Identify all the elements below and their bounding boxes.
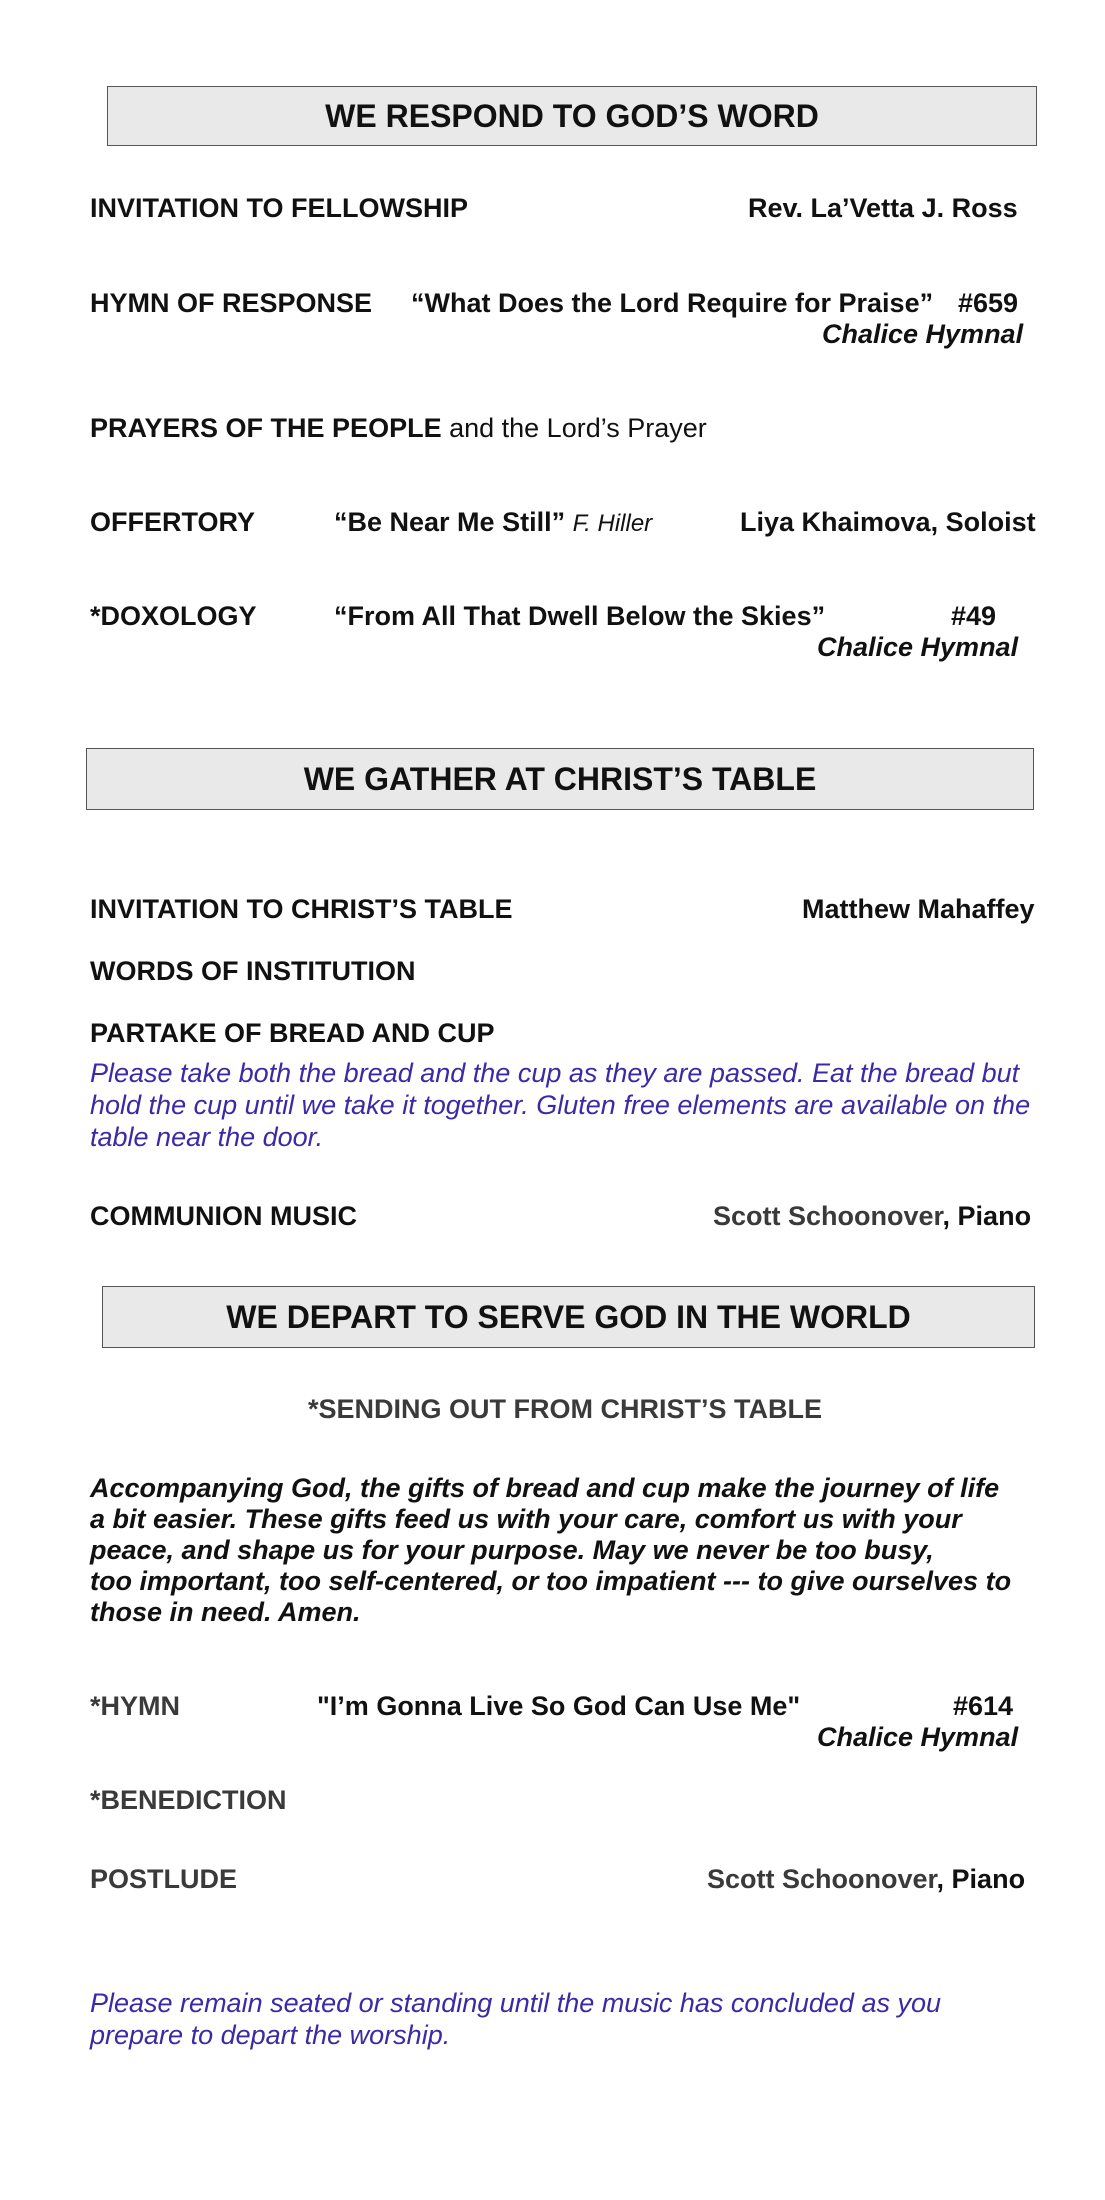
invitation-fellowship-leader: Rev. La’Vetta J. Ross <box>748 193 1018 223</box>
sending-out-title: *SENDING OUT FROM CHRIST’S TABLE <box>308 1394 823 1424</box>
words-of-institution-label: WORDS OF INSTITUTION <box>90 956 416 986</box>
hymn-title: "I’m Gonna Live So God Can Use Me" <box>317 1691 801 1721</box>
prayers-label: PRAYERS OF THE PEOPLE <box>90 413 442 443</box>
doxology-title: “From All That Dwell Below the Skies” <box>334 601 826 631</box>
doxology-number: #49 <box>951 601 997 631</box>
communion-music-performer-name: Scott Schoonover <box>713 1201 943 1231</box>
hymn-of-response-number: #659 <box>958 288 1019 318</box>
postlude-performer-name: Scott Schoonover <box>707 1864 937 1894</box>
communion-music-performer-role: , Piano <box>942 1201 1032 1231</box>
invitation-table-label: INVITATION TO CHRIST’S TABLE <box>90 894 513 924</box>
doxology-hymnal: Chalice Hymnal <box>817 632 1019 662</box>
section-header-depart-text: WE DEPART TO SERVE GOD IN THE WORLD <box>226 1298 911 1335</box>
section-header-respond <box>107 86 1037 146</box>
sending-prayer-line-2: a bit easier. These gifts feed us with your care, comfort us with your <box>90 1504 962 1534</box>
invitation-table-leader: Matthew Mahaffey <box>802 894 1035 924</box>
closing-note-line-1: Please remain seated or standing until the music has concluded as you <box>90 1988 942 2018</box>
postlude-performer-role: , Piano <box>936 1864 1026 1894</box>
hymn-label: *HYMN <box>90 1691 181 1721</box>
partake-note-line-3: table near the door. <box>90 1122 324 1152</box>
section-header-gather-text: WE GATHER AT CHRIST’S TABLE <box>303 760 817 797</box>
doxology-label: *DOXOLOGY <box>90 601 257 631</box>
sending-prayer-line-5: those in need. Amen. <box>90 1597 361 1627</box>
offertory-title: “Be Near Me Still” <box>334 507 566 537</box>
hymn-of-response-title: “What Does the Lord Require for Praise” <box>411 288 934 318</box>
hymn-hymnal: Chalice Hymnal <box>817 1722 1019 1752</box>
partake-label: PARTAKE OF BREAD AND CUP <box>90 1018 495 1048</box>
hymn-of-response-label: HYMN OF RESPONSE <box>90 288 373 318</box>
offertory-performer: Liya Khaimova, Soloist <box>740 507 1036 537</box>
hymn-of-response-hymnal: Chalice Hymnal <box>822 319 1024 349</box>
closing-note-line-2: prepare to depart the worship. <box>90 2020 451 2050</box>
invitation-fellowship-label: INVITATION TO FELLOWSHIP <box>90 193 468 223</box>
prayers-rest: and the Lord’s Prayer <box>441 413 707 443</box>
postlude-performer <box>707 1863 1025 1895</box>
communion-music-performer <box>713 1200 1031 1232</box>
section-header-gather <box>86 748 1034 810</box>
communion-music-label: COMMUNION MUSIC <box>90 1201 357 1231</box>
sending-prayer-line-1: Accompanying God, the gifts of bread and cup make the journey of life <box>90 1473 1000 1503</box>
sending-prayer-line-4: too important, too self-centered, or too impatient --- to give ourselves to <box>90 1566 1012 1596</box>
sending-prayer-line-3: peace, and shape us for your purpose. May we never be too busy, <box>90 1535 934 1565</box>
prayers-of-the-people <box>90 412 707 444</box>
postlude-label: POSTLUDE <box>90 1864 238 1894</box>
partake-note-line-2: hold the cup until we take it together. Gluten free elements are available on the <box>90 1090 1031 1120</box>
benediction-label: *BENEDICTION <box>90 1785 287 1815</box>
offertory-label: OFFERTORY <box>90 507 256 537</box>
offertory-piece <box>334 506 652 540</box>
hymn-number: #614 <box>953 1691 1014 1721</box>
partake-note-line-1: Please take both the bread and the cup as they are passed. Eat the bread but <box>90 1058 1020 1088</box>
section-header-depart <box>102 1286 1035 1348</box>
offertory-composer: F. Hiller <box>572 510 653 537</box>
section-header-respond-text: WE RESPOND TO GOD’S WORD <box>325 97 819 134</box>
